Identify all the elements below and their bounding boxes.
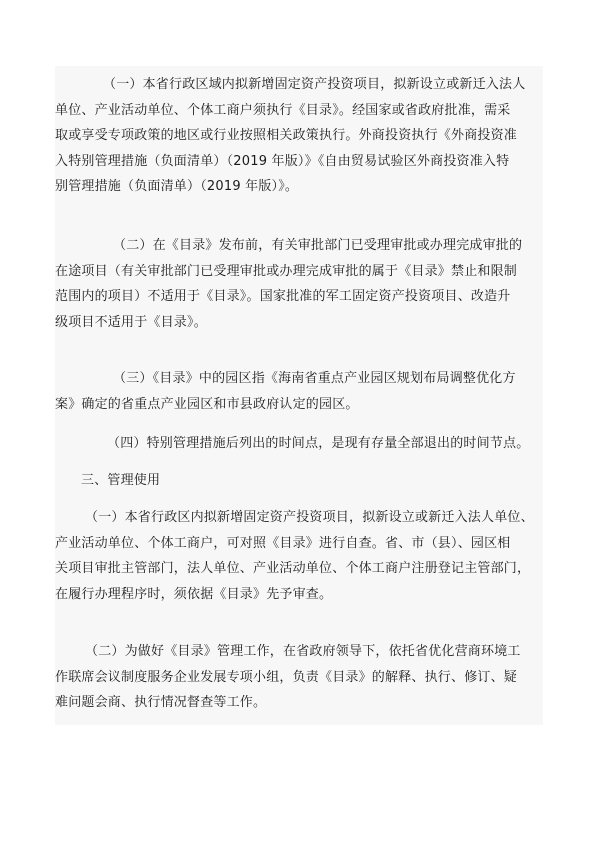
heading-line: 三、管理使用	[81, 473, 161, 488]
text-line: （一）本省行政区内拟新增固定资产投资项目，拟新设立或新迁入法人单位、	[85, 510, 534, 525]
text-line: 别管理措施（负面清单）（2019 年版）》。	[55, 179, 299, 194]
text-line: （一）本省行政区域内拟新增固定资产投资项目，拟新设立或新迁入法人	[103, 77, 526, 92]
paragraph-5	[55, 505, 543, 607]
paragraph-2	[55, 233, 543, 335]
paragraph-6	[55, 639, 543, 716]
text-line: 难问题会商、执行情况督查等工作。	[55, 695, 267, 710]
section-heading	[55, 468, 543, 494]
text-line: 案》确定的省重点产业园区和市县政府认定的园区。	[55, 396, 359, 412]
text-line: 取或享受专项政策的地区或行业按照相关政策执行。外商投资执行《外商投资准	[55, 128, 518, 143]
document-body	[55, 66, 543, 725]
text-line: 入特别管理措施（负面清单）（2019 年版）》《自由贸易试验区外商投资准入特	[55, 153, 510, 169]
text-line: 单位、产业活动单位、个体工商户须执行《目录》。经国家或省政府批准，需采	[55, 102, 511, 118]
text-line: （二）为做好《目录》管理工作，在省政府领导下，依托省优化营商环境工	[85, 644, 521, 659]
text-line: 级项目不适用于《目录》。	[55, 314, 207, 330]
text-line: 作联席会议制度服务企业发展专项小组，负责《目录》的解释、执行、修订、疑	[55, 669, 518, 685]
paragraph-3	[55, 366, 543, 417]
text-line: 范围内的项目）不适用于《目录》。国家批准的军工固定资产投资项目、改造升	[55, 289, 511, 304]
text-line: （二）在《目录》发布前，有关审批部门已受理审批或办理完成审批的	[113, 238, 523, 253]
text-line: 在履行办理程序时，须依据《目录》先予审查。	[55, 586, 333, 602]
paragraph-4	[55, 431, 543, 457]
text-line: 在途项目（有关审批部门已受理审批或办理完成审批的属于《目录》禁止和限制	[55, 263, 518, 279]
paragraph-1	[55, 72, 543, 200]
text-line: 产业活动单位、个体工商户，可对照《目录》进行自查。省、市（县）、园区相	[55, 535, 511, 551]
text-line: 关项目审批主管部门，法人单位、产业活动单位、个体工商户注册登记主管部门，	[55, 561, 531, 576]
text-line: （四）特别管理措施后列出的时间点，是现有存量全部退出的时间节点。	[107, 436, 530, 451]
text-line: （三）《目录》中的园区指《海南省重点产业园区规划布局调整优化方	[113, 371, 516, 386]
